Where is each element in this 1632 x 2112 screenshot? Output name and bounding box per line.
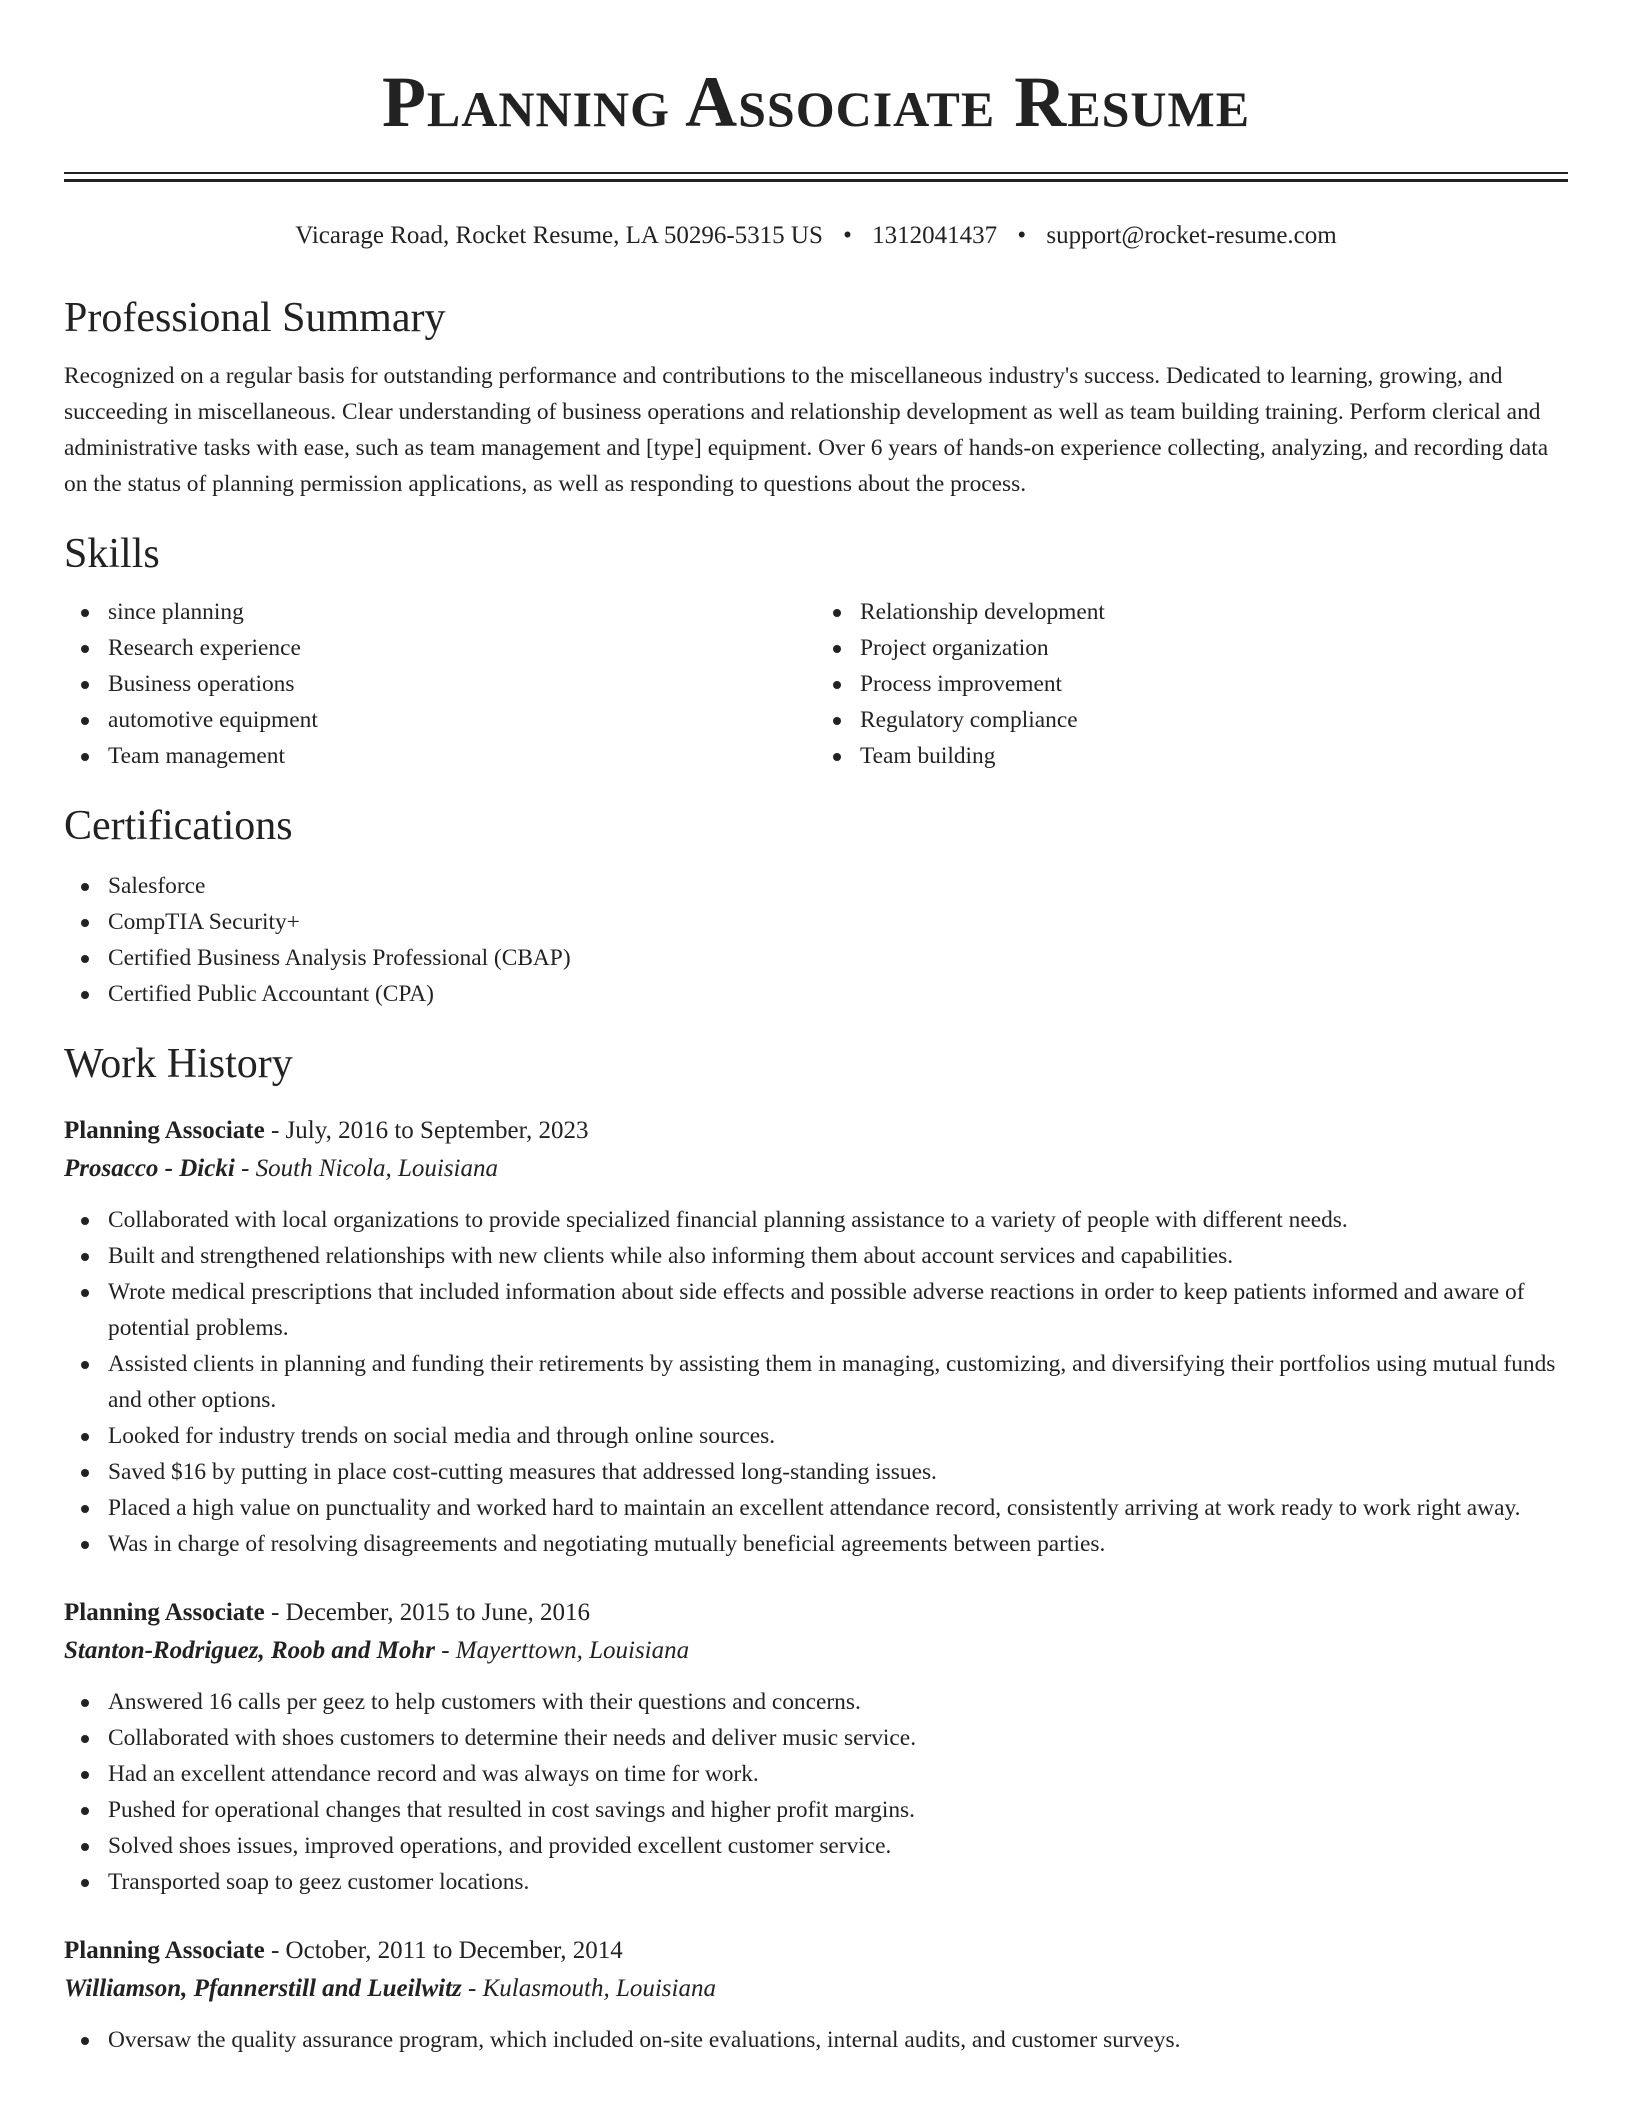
job-dates: - July, 2016 to September, 2023: [264, 1117, 589, 1144]
certifications-list: [64, 868, 1568, 1012]
certification-item: CompTIA Security+: [108, 904, 1568, 940]
job-company: Prosacco - Dicki: [64, 1155, 235, 1182]
job-header: [64, 1932, 1568, 1970]
job-role: Planning Associate: [64, 1937, 265, 1964]
skill-item: Team building: [860, 738, 1568, 774]
job-duties-list: [64, 1684, 1568, 1900]
job-employer: [64, 1150, 1568, 1188]
divider-line: [64, 172, 1568, 174]
job-duty: Saved $16 by putting in place cost-cutting measures that addressed long-standing issues.: [108, 1454, 1568, 1490]
job-header: [64, 1594, 1568, 1632]
certification-item: Certified Business Analysis Professional (CBAP): [108, 940, 1568, 976]
job-location: - South Nicola, Louisiana: [234, 1155, 499, 1182]
resume-page: [64, 0, 1568, 2058]
job-duty: Collaborated with shoes customers to determine their needs and deliver music service.: [108, 1720, 1568, 1756]
contact-email: support@rocket-resume.com: [1046, 222, 1337, 249]
skills-column-left: [64, 594, 816, 774]
job-duty: Oversaw the quality assurance program, which included on-site evaluations, internal audits, and customer surveys.: [108, 2022, 1568, 2058]
job-location: - Kulasmouth, Louisiana: [461, 1975, 716, 2002]
work-history-heading: Work History: [64, 1041, 293, 1087]
job-duty: Looked for industry trends on social media and through online sources.: [108, 1418, 1568, 1454]
summary-heading: Professional Summary: [64, 295, 446, 341]
job-duty: Had an excellent attendance record and was always on time for work.: [108, 1756, 1568, 1792]
certification-item: Salesforce: [108, 868, 1568, 904]
job-duty: Solved shoes issues, improved operations, and provided excellent customer service.: [108, 1828, 1568, 1864]
skill-item: Process improvement: [860, 666, 1568, 702]
title-divider: [64, 172, 1568, 182]
job-header: [64, 1112, 1568, 1150]
job-employer: [64, 1970, 1568, 2008]
skills-heading: Skills: [64, 531, 160, 577]
contact-phone: 1312041437: [872, 222, 998, 249]
certification-item: Certified Public Accountant (CPA): [108, 976, 1568, 1012]
skill-item: automotive equipment: [108, 702, 816, 738]
job-duty: Was in charge of resolving disagreements and negotiating mutually beneficial agreements between parties.: [108, 1526, 1568, 1562]
job-role: Planning Associate: [64, 1599, 265, 1626]
skill-item: Research experience: [108, 630, 816, 666]
job-duty: Placed a high value on punctuality and worked hard to maintain an excellent attendance record, consistently arriving at work ready to work right away.: [108, 1490, 1568, 1526]
job-dates: - December, 2015 to June, 2016: [264, 1599, 591, 1626]
job-entry: [64, 1594, 1568, 1900]
job-duty: Answered 16 calls per geez to help customers with their questions and concerns.: [108, 1684, 1568, 1720]
skill-item: Regulatory compliance: [860, 702, 1568, 738]
job-duty: Built and strengthened relationships with new clients while also informing them about account services and capabilities.: [108, 1238, 1568, 1274]
contact-separator: •: [843, 222, 852, 249]
contact-separator: •: [1017, 222, 1027, 249]
job-location: - Mayerttown, Louisiana: [434, 1637, 690, 1664]
skill-item: since planning: [108, 594, 816, 630]
job-duty: Assisted clients in planning and funding their retirements by assisting them in managing, customizing, and diversifying their portfolios using mutual funds and other options.: [108, 1346, 1568, 1418]
job-duties-list: [64, 2022, 1568, 2058]
job-duty: Collaborated with local organizations to provide specialized financial planning assistance to a variety of people with different needs.: [108, 1202, 1568, 1238]
contact-address: Vicarage Road, Rocket Resume, LA 50296-5315 US: [295, 222, 823, 249]
summary-text: Recognized on a regular basis for outstanding performance and contributions to the miscellaneous industry's success. Dedicated to learning, growing, and succeeding in miscellaneous. Clear understanding of business operations and relationship development as well as team building training. Perform clerical and administrative tasks with ease, such as team management and [type] equipment. Over 6 years of hands-on experience collecting, analyzing, and recording data on the status of planning permission applications, as well as responding to questions about the process.: [64, 363, 1549, 497]
job-duty: Wrote medical prescriptions that included information about side effects and possible adverse reactions in order to keep patients informed and aware of potential problems.: [108, 1274, 1568, 1346]
page-title: Planning Associate Resume: [381, 62, 1251, 142]
job-dates: - October, 2011 to December, 2014: [264, 1937, 623, 1964]
skill-item: Team management: [108, 738, 816, 774]
job-duty: Pushed for operational changes that resulted in cost savings and higher profit margins.: [108, 1792, 1568, 1828]
skills-column-right: [816, 594, 1568, 774]
divider-line: [64, 179, 1568, 182]
job-employer: [64, 1632, 1568, 1670]
job-entry: [64, 1932, 1568, 2058]
job-duty: Transported soap to geez customer locations.: [108, 1864, 1568, 1900]
skill-item: Project organization: [860, 630, 1568, 666]
contact-line: [64, 220, 1568, 252]
job-role: Planning Associate: [64, 1117, 265, 1144]
job-company: Stanton-Rodriguez, Roob and Mohr: [64, 1637, 435, 1664]
skill-item: Relationship development: [860, 594, 1568, 630]
skill-item: Business operations: [108, 666, 816, 702]
certifications-heading: Certifications: [64, 803, 293, 849]
job-entry: [64, 1112, 1568, 1562]
job-duties-list: [64, 1202, 1568, 1562]
skills-list: [64, 594, 1568, 774]
job-company: Williamson, Pfannerstill and Lueilwitz: [64, 1975, 462, 2002]
